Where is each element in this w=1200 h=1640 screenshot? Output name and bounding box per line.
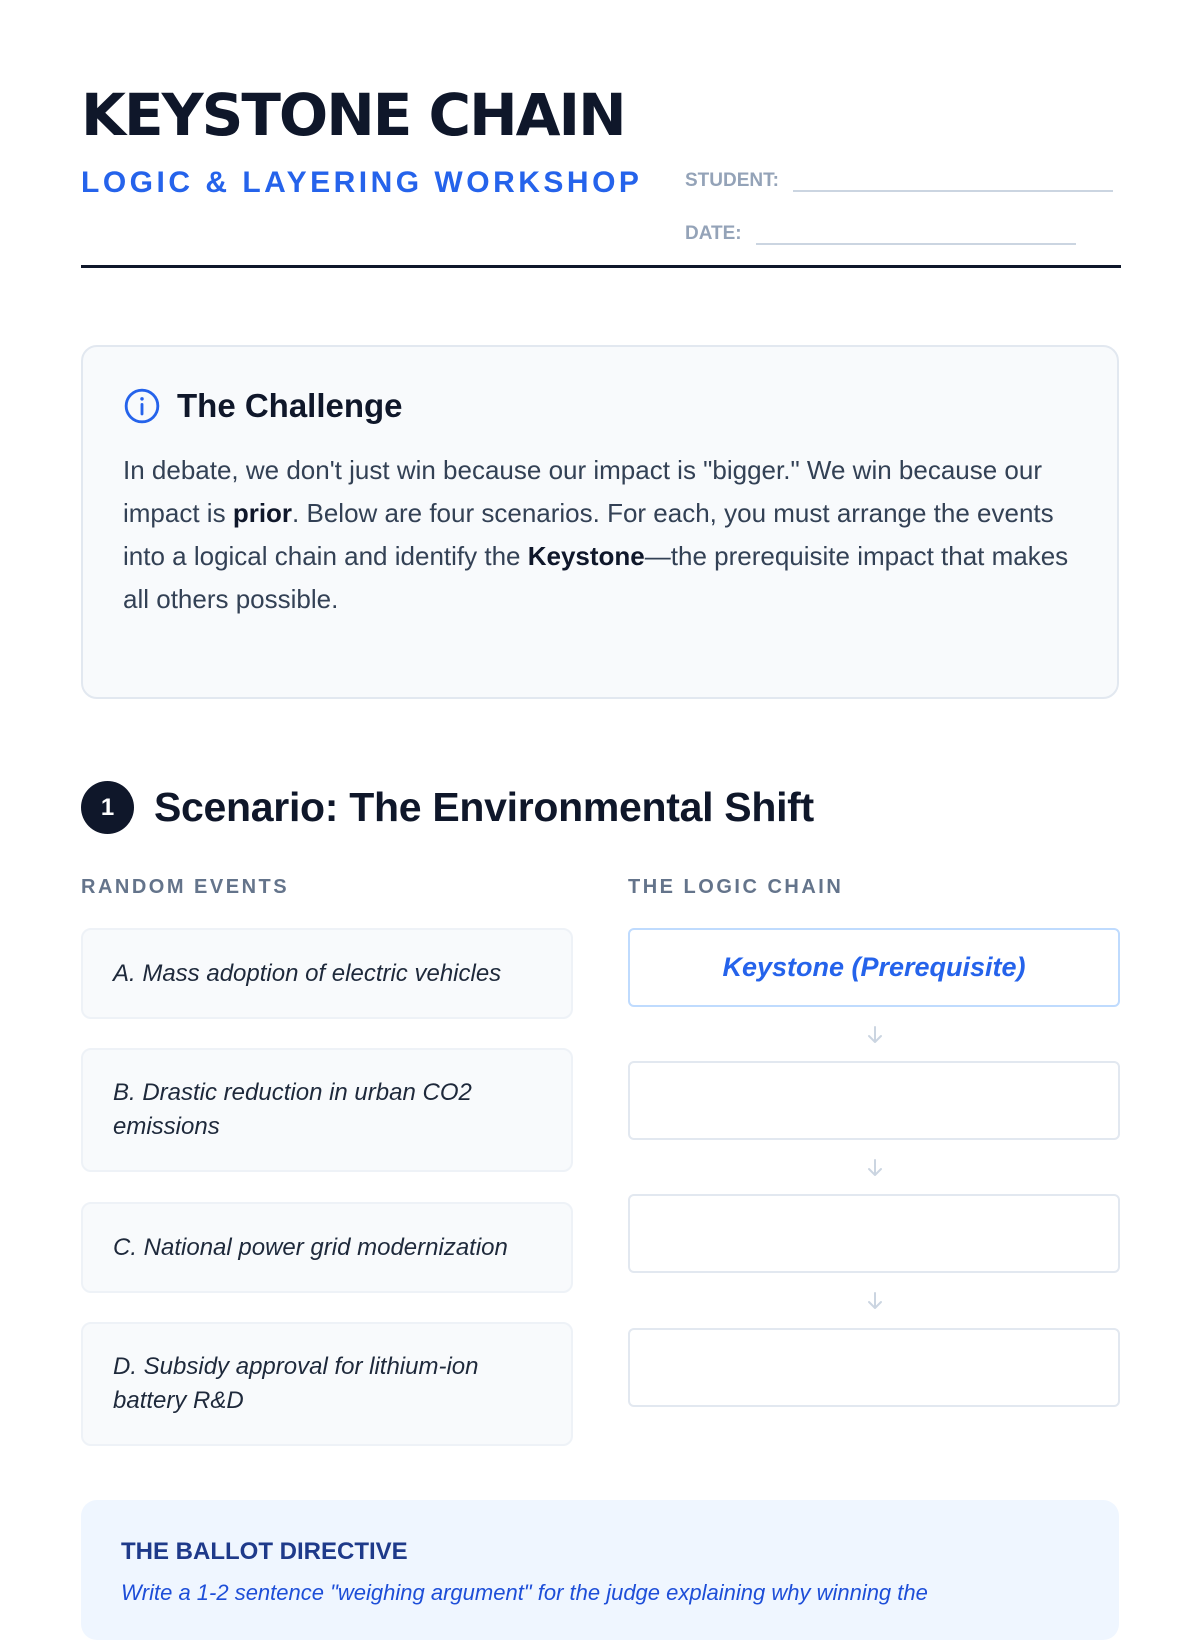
challenge-bold-keystone: Keystone	[527, 541, 645, 571]
event-card-b[interactable]: B. Drastic reduction in urban CO2 emissions	[81, 1048, 573, 1172]
chain-slot-3[interactable]	[628, 1194, 1120, 1273]
page-subtitle: LOGIC & LAYERING WORKSHOP	[81, 166, 643, 199]
student-field[interactable]	[685, 168, 1113, 192]
chain-slot-2[interactable]	[628, 1061, 1120, 1140]
ballot-directive-title: THE BALLOT DIRECTIVE	[121, 1538, 408, 1565]
challenge-text	[123, 449, 1077, 621]
ballot-directive-text: Write a 1-2 sentence "weighing argument" for the judge explaining why winning the	[121, 1580, 928, 1605]
challenge-text-part: In debate, we don't just win because our impact is "bigger." We win because our impact is	[123, 455, 1043, 528]
date-input-line[interactable]	[756, 221, 1076, 245]
challenge-title: The Challenge	[177, 387, 403, 424]
date-label: DATE:	[685, 223, 742, 244]
challenge-text-part: —the prerequisite impact that makes all others possible.	[123, 541, 1069, 614]
keystone-label: Keystone (Prerequisite)	[722, 952, 1026, 982]
scenario-header	[81, 781, 814, 834]
logic-chain-label: THE LOGIC CHAIN	[628, 876, 844, 898]
chain-slot-keystone[interactable]	[628, 928, 1120, 1007]
arrow-down-icon	[865, 1024, 885, 1046]
info-icon	[123, 387, 161, 425]
scenario-title: Scenario: The Environmental Shift	[154, 784, 814, 830]
chain-slot-4[interactable]	[628, 1328, 1120, 1407]
event-card-a[interactable]: A. Mass adoption of electric vehicles	[81, 928, 573, 1019]
arrow-down-icon	[865, 1290, 885, 1312]
student-label: STUDENT:	[685, 170, 779, 191]
event-card-d[interactable]: D. Subsidy approval for lithium-ion battery R&D	[81, 1322, 573, 1446]
page-title: KEYSTONE CHAIN	[81, 81, 625, 149]
challenge-panel	[81, 345, 1119, 699]
arrow-down-icon	[865, 1157, 885, 1179]
challenge-text-part: . Below are four scenarios. For each, you must arrange the events into a logical chain and identify the	[123, 498, 1054, 571]
event-card-c[interactable]: C. National power grid modernization	[81, 1202, 573, 1293]
worksheet-header	[81, 80, 1121, 268]
challenge-bold-prior: prior	[232, 498, 293, 528]
random-events-label: RANDOM EVENTS	[81, 876, 290, 898]
challenge-header	[123, 387, 1077, 425]
student-input-line[interactable]	[793, 168, 1113, 192]
scenario-number-badge: 1	[81, 781, 134, 834]
date-field[interactable]	[685, 221, 1076, 245]
ballot-directive-panel	[81, 1500, 1119, 1640]
